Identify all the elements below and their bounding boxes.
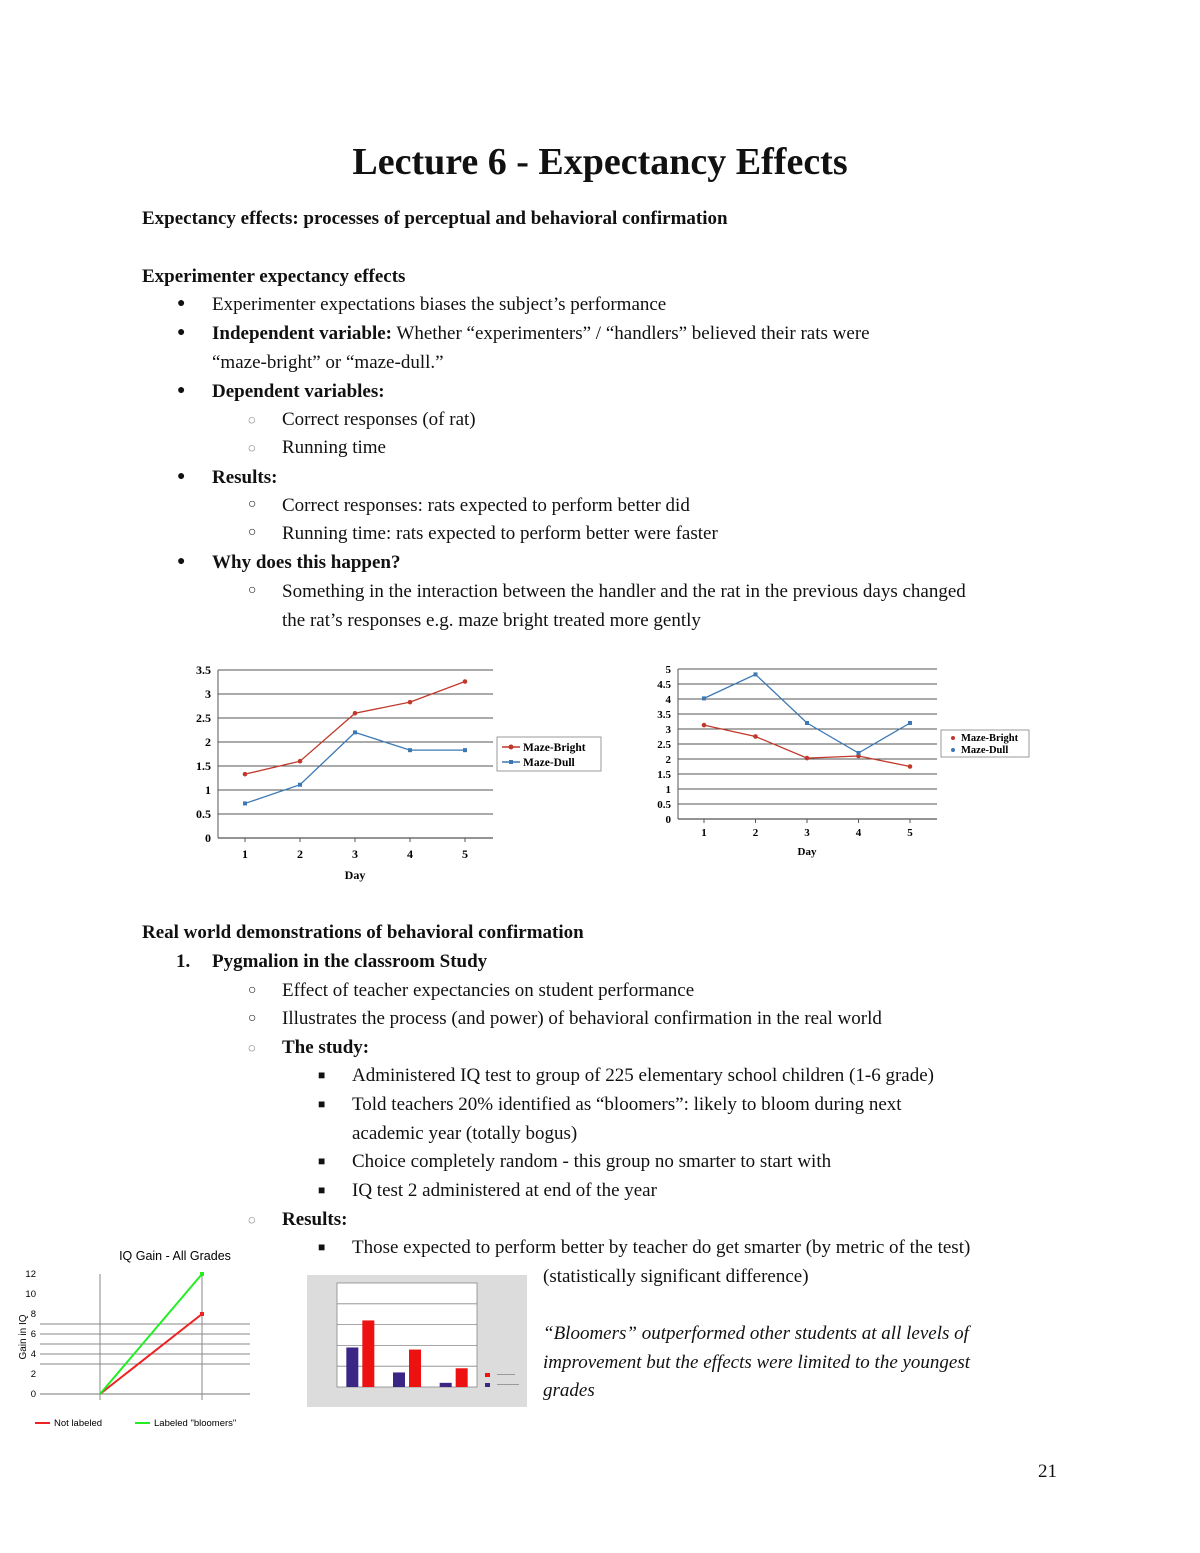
y-tick-label: 4: [30, 1349, 36, 1360]
chart-title: IQ Gain - All Grades: [119, 1249, 231, 1263]
y-tick-label: 12: [25, 1269, 36, 1280]
series-line-maze-bright: [245, 682, 465, 775]
list-item: [212, 319, 870, 348]
data-point: [243, 801, 247, 805]
data-point: [353, 730, 357, 734]
note-line: “Bloomers” outperformed other students at all levels of: [543, 1323, 969, 1344]
circle-bullet-icon: ○: [248, 583, 257, 598]
sub-sub-list-item-continuation: (statistically significant difference): [543, 1266, 809, 1287]
legend-text-placeholder: [497, 1374, 515, 1375]
y-tick-label: 1: [205, 783, 211, 797]
sub-sub-list-item-continuation: academic year (totally bogus): [352, 1123, 578, 1144]
y-tick-label: 4: [665, 694, 671, 706]
y-tick-label: 3: [205, 687, 211, 701]
chart-iq-gain: [10, 1242, 280, 1437]
section-heading-experimenter: Experimenter expectancy effects: [142, 266, 406, 287]
sub-list-item: Something in the interaction between the handler and the rat in the previous days changed: [282, 581, 966, 602]
y-tick-label: 2.5: [657, 739, 671, 751]
x-tick-label: 5: [907, 827, 913, 839]
y-tick-label: 2: [30, 1369, 36, 1380]
sub-sub-list-item: IQ test 2 administered at end of the year: [352, 1180, 657, 1201]
y-tick-label: 6: [30, 1329, 36, 1340]
chart-legend: [497, 737, 601, 771]
legend-swatch-series-1: [485, 1373, 490, 1377]
list-item: Dependent variables:: [212, 381, 385, 402]
numbered-item-label: Pygmalion in the classroom Study: [212, 951, 488, 972]
y-tick-label: 1.5: [196, 759, 211, 773]
square-bullet-icon: ■: [318, 1154, 326, 1168]
data-point: [463, 748, 467, 752]
data-point: [857, 751, 861, 755]
y-tick-label: 4.5: [657, 679, 671, 691]
square-bullet-icon: ■: [318, 1068, 326, 1082]
bar: [440, 1383, 452, 1387]
list-item: Results:: [212, 467, 278, 488]
data-point: [200, 1272, 204, 1276]
y-tick-label: 0.5: [196, 807, 211, 821]
chart-legend: [941, 730, 1029, 757]
y-tick-label: 3.5: [196, 663, 211, 677]
circle-bullet-icon: ○: [248, 497, 257, 512]
bullet-icon: ●: [177, 296, 186, 311]
note-line: improvement but the effects were limited to the youngest: [543, 1352, 971, 1373]
y-tick-label: 2: [665, 754, 671, 766]
data-point: [408, 700, 413, 705]
data-point: [805, 721, 809, 725]
data-point: [805, 756, 810, 761]
data-point: [908, 721, 912, 725]
chart-legend: [35, 1418, 236, 1429]
section-heading-real-world: Real world demonstrations of behavioral confirmation: [142, 922, 584, 943]
x-tick-label: 3: [804, 827, 810, 839]
circle-bullet-icon: ○: [248, 983, 257, 998]
data-point: [753, 734, 758, 739]
circle-bullet-icon: ○: [248, 525, 257, 540]
y-tick-label: 2: [205, 735, 211, 749]
legend-text-placeholder: [497, 1384, 519, 1385]
sub-sub-list-item: Told teachers 20% identified as “bloomers”: likely to bloom during next: [352, 1094, 902, 1115]
y-tick-label: 1: [665, 784, 671, 796]
legend-label-labeled: Labeled "bloomers": [154, 1418, 237, 1429]
numbered-item-number: 1.: [176, 951, 191, 972]
page-title: Lecture 6 - Expectancy Effects: [352, 141, 848, 183]
bar: [362, 1320, 374, 1387]
dotted-circle-bullet-icon: ◌: [248, 1212, 256, 1227]
list-item: Experimenter expectations biases the subject’s performance: [212, 294, 667, 315]
sub-sub-list-item: Choice completely random - this group no smarter to start with: [352, 1151, 832, 1172]
series-line-maze-dull: [245, 732, 465, 803]
sub-list-item: Results:: [282, 1209, 348, 1230]
data-point: [463, 679, 468, 684]
data-point: [200, 1312, 204, 1316]
data-point: [408, 748, 412, 752]
list-item-label: Independent variable:: [212, 323, 392, 344]
sub-sub-list-item: Those expected to perform better by teacher do get smarter (by metric of the test): [352, 1237, 971, 1258]
x-axis-label: Day: [797, 846, 817, 858]
chart-correct-responses: [180, 655, 620, 890]
y-tick-label: 0: [665, 814, 671, 826]
circle-bullet-icon: ○: [248, 1011, 257, 1026]
sub-list-item: Correct responses: rats expected to perform better did: [282, 495, 690, 516]
y-tick-label: 0.5: [657, 799, 671, 811]
y-tick-label: 3: [665, 724, 671, 736]
x-tick-label: 3: [352, 847, 358, 861]
bullet-icon: ●: [177, 469, 186, 484]
sub-list-item: Effect of teacher expectancies on student performance: [282, 980, 695, 1001]
y-tick-label: 1.5: [657, 769, 671, 781]
y-tick-label: 8: [30, 1309, 36, 1320]
sub-list-item: Running time: [282, 437, 386, 458]
bar: [456, 1368, 468, 1387]
sub-list-item-continuation: the rat’s responses e.g. maze bright treated more gently: [282, 610, 701, 631]
y-tick-label: 0: [205, 831, 211, 845]
bar: [346, 1347, 358, 1387]
x-tick-label: 4: [855, 827, 862, 839]
x-tick-label: 1: [701, 827, 707, 839]
x-tick-label: 4: [407, 847, 413, 861]
legend-marker-maze-bright: [951, 736, 955, 740]
legend-marker-maze-dull: [509, 760, 513, 764]
x-tick-label: 2: [297, 847, 303, 861]
dotted-circle-bullet-icon: ◌: [248, 1040, 256, 1055]
x-tick-label: 5: [462, 847, 468, 861]
y-axis-label: Gain in IQ: [18, 1314, 29, 1360]
sub-list-item: Illustrates the process (and power) of behavioral confirmation in the real world: [282, 1008, 882, 1029]
list-item-continuation: “maze-bright” or “maze-dull.”: [212, 352, 444, 373]
legend-label-maze-dull: Maze-Dull: [523, 757, 575, 769]
chart-running-time: [645, 660, 1045, 865]
legend-label-maze-bright: Maze-Bright: [523, 742, 586, 754]
note-line: grades: [543, 1380, 595, 1401]
y-tick-label: 0: [30, 1389, 36, 1400]
dotted-circle-bullet-icon: ◌: [248, 440, 256, 455]
y-tick-label: 10: [25, 1289, 36, 1300]
sub-sub-list-item: Administered IQ test to group of 225 elementary school children (1-6 grade): [352, 1065, 934, 1086]
legend-marker-maze-dull: [951, 748, 955, 752]
square-bullet-icon: ■: [318, 1097, 326, 1111]
data-point: [908, 764, 913, 769]
x-axis-label: Day: [344, 868, 366, 882]
legend-marker-maze-bright: [509, 745, 514, 750]
bar: [393, 1372, 405, 1387]
y-tick-label: 5: [665, 664, 671, 676]
y-tick-label: 2.5: [196, 711, 211, 725]
list-item-text: Whether “experimenters” / “handlers” believed their rats were: [392, 323, 870, 344]
sub-list-item: Running time: rats expected to perform better were faster: [282, 523, 718, 544]
square-bullet-icon: ■: [318, 1240, 326, 1254]
x-tick-label: 2: [752, 827, 759, 839]
bullet-icon: ●: [177, 554, 186, 569]
bar: [409, 1350, 421, 1387]
bullet-icon: ●: [177, 383, 186, 398]
x-tick-label: 1: [242, 847, 248, 861]
legend-label-maze-dull: Maze-Dull: [961, 745, 1009, 756]
data-point: [702, 696, 706, 700]
legend-swatch-series-2: [485, 1383, 490, 1387]
data-point: [702, 723, 707, 728]
chart-bloomers-bars: [307, 1275, 527, 1407]
data-point: [353, 711, 358, 716]
data-point: [298, 783, 302, 787]
page-number: 21: [1038, 1461, 1057, 1482]
dotted-circle-bullet-icon: ◌: [248, 412, 256, 427]
square-bullet-icon: ■: [318, 1183, 326, 1197]
sub-list-item: Correct responses (of rat): [282, 409, 476, 430]
data-point: [243, 772, 248, 777]
y-tick-label: 3.5: [657, 709, 671, 721]
sub-list-item: The study:: [282, 1037, 370, 1058]
page-subtitle: Expectancy effects: processes of perceptual and behavioral confirmation: [142, 208, 728, 229]
data-point: [754, 672, 758, 676]
list-item: Why does this happen?: [212, 552, 401, 573]
legend-label-not-labeled: Not labeled: [54, 1418, 103, 1429]
bullet-icon: ●: [177, 325, 186, 340]
data-point: [298, 759, 303, 764]
legend-label-maze-bright: Maze-Bright: [961, 733, 1019, 744]
